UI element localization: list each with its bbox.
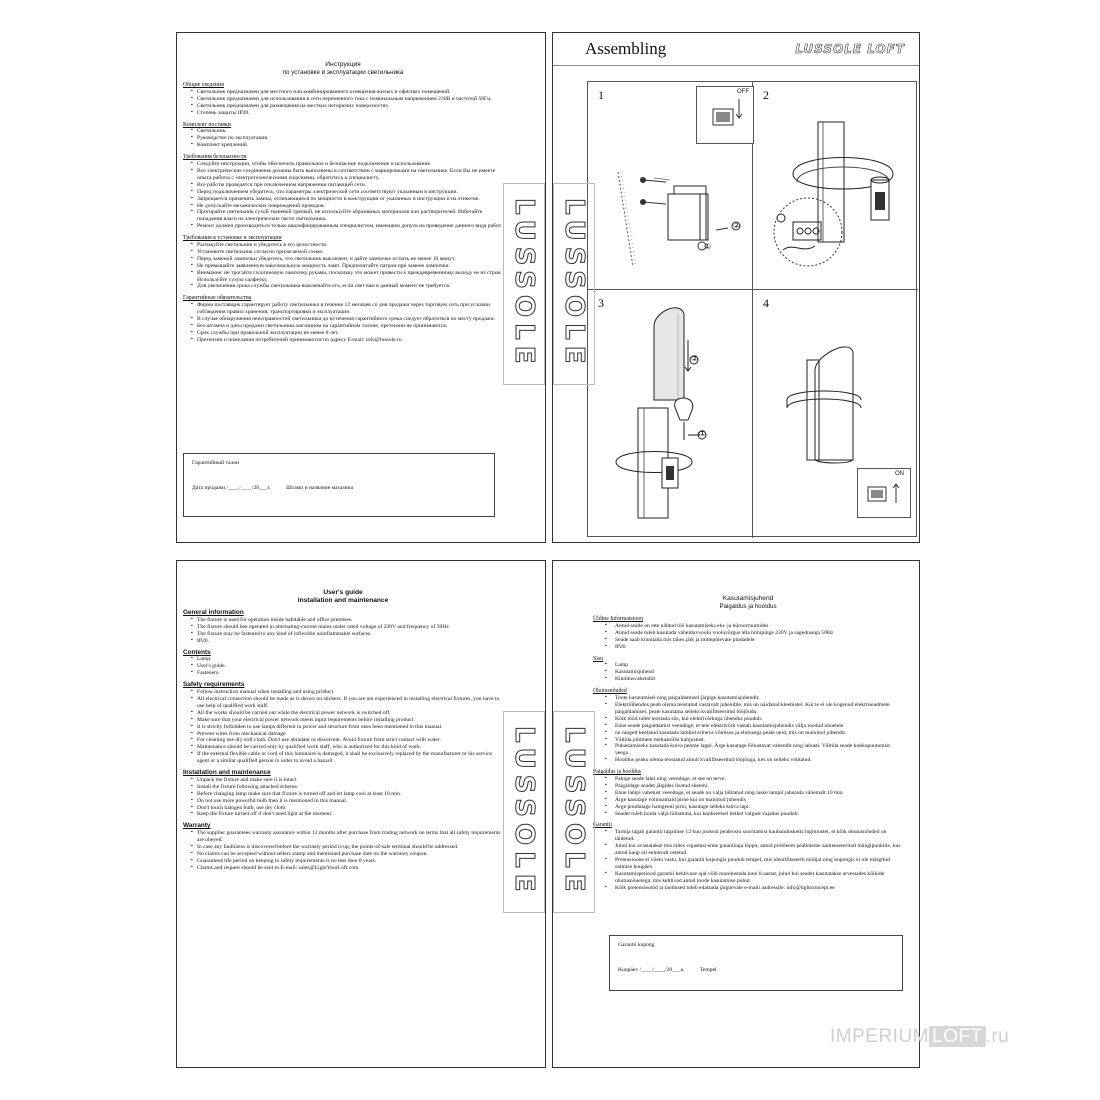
list-item: ▪ Enne lampi vahetust veenduge, et seade on välja lülitatud ning laske lampil jahutada vähemalt 10 min (601, 790, 903, 797)
list-item: ▪ Guaranteed life period on keeping to safety requirements is no less then 8 years. (191, 858, 503, 865)
watermark-prefix: IMPERIUM (830, 1026, 929, 1047)
callout-1-step1: ① (704, 242, 712, 251)
list-item: ▪ Для увеличения срока службы светильника выключайте его, если свет вам в данный момент не требуется. (191, 283, 503, 290)
list-item: ▪ Протирайте светильник сухой тканевой тряпкой, не используйте абразивных материалов или растворителей. Избегайте попадания влаги на электрические части светильника. (191, 209, 503, 223)
list-item: ▪ Все работы проводятся при отключенном напряжении питающей сети. (191, 182, 503, 189)
list-item: ▪ Puhastamiseks kasutada kuiva pehme lappi. Ärge kasutage lõhustavat vahendit ning lahusti. Vältida seade kokkupuutumist veega . (601, 743, 903, 757)
list-item: ▪ Без штампа и даты продажи светильника магазином на гарантийном талоне, претензии не принимаются. (191, 323, 503, 330)
list-item: ▪ Не допускайте механических повреждений проводов. (191, 203, 503, 210)
et-content (593, 595, 903, 892)
ru-subtitle: по установке и эксплуатации светильника (282, 69, 404, 76)
list-item: ▪ In case any faultiness is discovered before the warranty period is up, the points-of-sale terminal should be addressed. (191, 844, 503, 851)
list-item: ▪ Установите светильник согласно прилагаемой схеме. (191, 249, 503, 256)
list-item: ▪ All the works should be carried out while the electrical power network is switched off. (191, 710, 503, 717)
list-item: ▪ Pakige seade lahti ning veenduge, et see on terve. (601, 776, 903, 783)
step-4-cell (753, 290, 918, 538)
en-content (183, 589, 503, 872)
ru-content (183, 61, 503, 344)
et-section-heading: Sisu (593, 655, 603, 662)
et-section-list (593, 623, 903, 651)
brand-logo: LUSSOLE LOFT (795, 42, 905, 56)
list-item: ▪ Ремонт должен производиться только квалифицированным специалистом, имеющим допуск на проведение данного вида работ. (191, 223, 503, 230)
list-item: ▪ Запрещается применять лампы, отличающиеся по мощности и конструкции от указанных в инструкции и на этикетке. (191, 196, 503, 203)
russian-instructions-page (176, 32, 546, 543)
watermark-highlight: LOFT (929, 1026, 986, 1047)
step-3-number: 3 (598, 296, 604, 310)
list-item: ▪ Make sure that your electrical power network meets input requirements before installing product. (191, 717, 503, 724)
step-1-number: 1 (598, 88, 604, 102)
list-item: ▪ Не превышайте заявленную максимальную мощность ламп. Предпочитайте патрон при замене лампочки. (191, 263, 503, 270)
list-item: ▪ Don't touch halogen bulb, use dry cloth. (191, 805, 503, 812)
list-item: ▪ All electrical connection should be made as it shown on stickers. If you are not experienced in installing electrical fixtures, you have to use help of qualified work staff. (191, 696, 503, 710)
list-item: ▪ Juhul kui avastatakse mis tahes vigastusi enne garantiiaja lõppu, antud probleem peaboleme aadressereritud müügipunktile, kus antud kaup oli eelnevalt ostetud. (601, 843, 903, 857)
assembling-page (552, 32, 920, 543)
list-item: ▪ IP20 (601, 644, 903, 651)
et-title: Kasutamisjuhend (722, 595, 774, 602)
step-4-number: 4 (763, 296, 769, 310)
lussole-logo-vertical-2: LUSSOLE (553, 183, 595, 385)
list-item: ▪ Внимание: не трогайте галогеновую лампочку руками, поскольку это может привести к преждевременному выходу ее из строя. Используйте сухую салфетку. (191, 270, 503, 284)
assembling-title: Assembling (585, 39, 667, 58)
en-section-list (183, 830, 503, 871)
callout-2-step1: ② (733, 221, 741, 230)
ru-section-list (183, 302, 503, 343)
et-section-heading: Paigaldus ja hooldus (593, 769, 641, 776)
ru-section-heading: Гарантийные обязательства (183, 295, 252, 302)
list-item: ▪ No claims can be accepted without sellers stamp and mentioned purchase date on the warranty coupon. (191, 851, 503, 858)
list-item: ▪ Toote kasutamisel ning paigaldamisel järgige kasutamisjuhendit. (601, 695, 903, 702)
en-subtitle: Installation and maintenance (297, 597, 389, 604)
et-section-list (593, 695, 903, 764)
assembly-step-grid (587, 81, 917, 537)
list-item: ▪ Enne seade paigaldamist veenduge, et teie elektrivõrk vastab kasutamisjuhendis välja toodud nõuetele (601, 723, 903, 730)
list-item: ▪ The fixture may be fastened to any kind of inflexible uninflammable surfaces. (191, 631, 503, 638)
on-switch-badge (857, 468, 911, 518)
ru-section-heading: Требования безопасности (183, 154, 247, 161)
list-item: ▪ Светильник предназначен для местного или комбинированного освещения жилых и офисных помещений. (191, 89, 503, 96)
list-item: ▪ The supplier guarantees warranty assurance within 12 months after purchase from trading network on terms that all safety requirements are obeyed. (191, 830, 503, 844)
list-item: ▪ Ärge kasutage võimsamaid pirne kui on mainitud juhendis (601, 797, 903, 804)
et-sections (593, 616, 903, 892)
en-section-list (183, 689, 503, 765)
et-section-heading: Ohutusnõuded (593, 688, 627, 695)
list-item: ▪ Maintenance should be carried only by qualified work staff, who is authorized for this kind of work. (191, 744, 503, 751)
step-2-number: 2 (763, 88, 769, 102)
on-label: ON (895, 471, 904, 477)
list-item: ▪ Claims and request should be sent to E-mail: sales@LightYourLoft.com (191, 865, 503, 872)
step-1-diagram (588, 82, 753, 290)
list-item: ▪ Фирма поставщик гарантирует работу светильника в течение 12 месяцев со дня продажи через торговую сеть при условии соблюдения правил хранения, транспортировки и эксплуатации. (191, 302, 503, 316)
en-title: User's guide (323, 589, 363, 596)
en-section-list (183, 617, 503, 645)
list-item: ▪ Seade saab kinnitada mis tahes jäik ja mittepõlevate pindadele (601, 637, 903, 644)
list-item: ▪ Unpack the fixture and make sure it is intact. (191, 777, 503, 784)
list-item: ▪ Fasteners. (191, 670, 503, 677)
en-section-list (183, 777, 503, 818)
ru-section-list (183, 89, 503, 117)
list-item: ▪ Antud seade tuleb kasutada vahelduvvoolu vooluvõrgus alla nimipinge 230V ja sagedusega 50Hz (601, 630, 903, 637)
list-item: ▪ Tarnija tagab garantii tagamise 12 kuu jooksul pealeostu sooritamist kaubandusketis/ingimustel, et kõik ohutusnõuded on täidetud. (601, 829, 903, 843)
list-item: ▪ Pretensioone ei võeta vastu, kui garantii kupongis puudub tempel, mis identifitseerib müüjat ning kupongis ei ole märgitud ostmise kuupäev. (601, 857, 903, 871)
list-item: ▪ Руководство по эксплуатации. (191, 135, 503, 142)
list-item: ▪ Kõik pretensioonid ja taotlused tuleb edastada järgnevale e-maili aadressile: info@lightconcept.ee (601, 885, 903, 892)
et-coupon-date: Kuupäev /____/____/20___a. (618, 967, 685, 973)
list-item: ▪ Следуйте инструкции, чтобы обеспечить правильное и безопасное подключение и использование. (191, 161, 503, 168)
list-item: ▪ The fixture should bee operated in alternating-current mains under rated voltage of 230V and frequency of 50Hz (191, 624, 503, 631)
ru-title: Инструкция (325, 61, 361, 68)
ru-coupon-date: Дата продажи /____/____/20___г. (192, 485, 271, 491)
en-section-heading: Contents (183, 648, 211, 656)
ru-coupon-title: Гарантийный талон (192, 460, 240, 466)
list-item: ▪ IP20. (191, 638, 503, 645)
et-coupon-stamp: Tempel (699, 967, 717, 973)
list-item: ▪ Kõik tööd tuleb teostada siis, kui elektrivõrkuga ühendus puudub. (601, 716, 903, 723)
step-2-cell (753, 82, 918, 290)
imperium-loft-watermark (830, 1026, 1009, 1048)
en-section-list (183, 656, 503, 677)
list-item: ▪ Before changing lamp make sure that fixture is turned off and let lamp cool at least 10 min. (191, 791, 503, 798)
assembling-header (553, 33, 919, 66)
list-item: ▪ Seadet tuleb hoida välja lülitatuna, kui konkreetsel hetkel valgust vajadus puudub. (601, 811, 903, 818)
callout-1-step3: ① (699, 429, 707, 438)
et-subtitle: Paigaldus ja hooldus (719, 603, 777, 610)
list-item: ▪ Follow instruction manual when installing and using product. (191, 689, 503, 696)
en-section-heading: General information (183, 609, 244, 616)
list-item: ▪ Hooldus peaks olema teostatud ainult kvalifitseeritud tööjõuga, kes on selleks volitatud. (601, 757, 903, 764)
list-item: ▪ The fixture is used for operation inside habitable and office premises. (191, 617, 503, 624)
ru-section-list (183, 242, 503, 290)
en-section-heading: Installation and maintenance (183, 769, 271, 777)
watermark-suffix: .ru (985, 1026, 1010, 1047)
estonian-guide-page (552, 560, 920, 1068)
list-item: ▪ Распакуйте светильник и убедитесь в его целостности. (191, 242, 503, 249)
list-item: ▪ Претензии и пожелания потребителей принимаются по адресу E-mail: info@lussole.ru (191, 337, 503, 344)
ru-section-heading: Общие сведения (183, 82, 224, 88)
list-item: ▪ Kinnitusvahendid (601, 676, 903, 683)
switch-on-icon (858, 469, 910, 517)
lussole-logo-vertical: LUSSOLE (503, 183, 545, 385)
list-item: ▪ It is strictly forbidden to use lamps different in power and structure from ones been mentioned in this manual. (191, 724, 503, 731)
step-3-cell (588, 290, 753, 538)
list-item: ▪ Kasutamisperiood garantii kehtivuse ajal võib moodustada kuni 8 aastat, juhul kui seadet kasutatakse arvestades kõikide ohutusnõuetega, mis kehtivad antud toode kasutamise puhul. (601, 871, 903, 885)
list-item: ▪ If the external flexible cable or cord of this luminaire is damaged, it shall be exclusively replaced by the manufacturer or his service agent or a similar qualified person in order to avoid a hazard (191, 751, 503, 765)
ru-section-list (183, 161, 503, 230)
step-3-diagram (588, 290, 753, 538)
list-item: ▪ Paigaldage seadet jälgides lisatud skeemi. (601, 783, 903, 790)
lussole-logo-vertical-4: LUSSOLE (553, 711, 595, 913)
list-item: ▪ Antud seade on ette nähtud töö kasutamiseks elu- ja büroorruumides (601, 623, 903, 630)
english-guide-page (176, 560, 546, 1068)
list-item: ▪ Install the fixture following attached scheme. (191, 784, 503, 791)
en-sections (183, 610, 503, 872)
off-label: OFF (737, 89, 749, 95)
et-coupon-title: Garantii kupong (618, 942, 655, 948)
list-item: ▪ Lamp. (191, 656, 503, 663)
et-section-heading: Üldine Informatsioon (593, 616, 644, 622)
list-item: ▪ Lamp (601, 662, 903, 669)
callout-2-step3: ② (691, 354, 699, 363)
list-item: ▪ Все электрические соединения должны быть выполнены в соответствии с маркировками на светильнике. Если Вы не имеете опыта работы с электротехническими изделиями, обратитесь к специалисту. (191, 168, 503, 182)
list-item: ▪ Степень защиты IP20. (191, 110, 503, 117)
et-warranty-coupon (609, 935, 903, 991)
et-section-list (593, 662, 903, 683)
et-section-list (593, 776, 903, 817)
list-item: ▪ Светильник. (191, 128, 503, 135)
list-item: ▪ Do not use more powerful bulb then it is mentioned in this manual. (191, 798, 503, 805)
list-item: ▪ Vältida juhtmete mehaanilist kahjustust. (601, 737, 903, 744)
list-item: ▪ Ärge puudutage halogeeni pirni, kasutage selleks kuiva lapi. (601, 804, 903, 811)
en-section-heading: Warranty (183, 822, 211, 830)
ru-section-heading: Требования к установке и эксплуатации (183, 235, 282, 242)
en-section-heading: Safety requirements (183, 681, 245, 689)
list-item: ▪ Светильник предназначен для использования в сети переменного тока с номинальным напряжением 230В и частотой 50Гц. (191, 96, 503, 103)
list-item: ▪ For cleaning use dry soft cloth. Don't use abradant or dissolvent. Avoid fixture from strict contact with water. (191, 737, 503, 744)
ru-section-list (183, 128, 503, 149)
list-item: ▪ Перед заменой лампочки убедитесь, что светильник выключен, и дайте лампочке остыть не менее 10 минут. (191, 256, 503, 263)
list-item: ▪ on rangelt keelatud kasutada lambid erineva võimsus ja ehitusega peale neid, mis on mainitud juhendis (601, 730, 903, 737)
et-section-heading: Garantii (593, 822, 612, 829)
step-1-cell (588, 82, 753, 290)
list-item: ▪ Kasutamisjuhend (601, 669, 903, 676)
list-item: ▪ Prevent wires from mechanical damage. (191, 731, 503, 738)
list-item: ▪ User's guide. (191, 663, 503, 670)
et-section-list (593, 829, 903, 891)
list-item: ▪ Комплект креплений. (191, 142, 503, 149)
ru-coupon-stamp: Штамп и название магазина (286, 485, 354, 491)
list-item: ▪ Срок службы при правильной эксплуатации не менее 8 лет. (191, 330, 503, 337)
step-2-diagram (753, 82, 918, 290)
list-item: ▪ Перед подключением убедитесь, что параметры электрической сети соответствуют указанным в инструкции. (191, 189, 503, 196)
ru-section-heading: Комплект поставки (183, 121, 231, 128)
ru-warranty-coupon (183, 453, 495, 517)
ru-sections (183, 82, 503, 344)
list-item: ▪ В случае обнаружения неисправностей светильника до истечения гарантийного срока следует обратиться по месту продажи. (191, 316, 503, 323)
list-item: ▪ Elektriühendus peab olema teostatud vastavalt juhendile, mis on näidatud kleebistel. Kui te ei ole kogenud elektriseadmete paigaldamisel, peate kasutama selleks kvalifitseeritud tööjõudu. (601, 702, 903, 716)
list-item: ▪ Светильник предназначен для размещения на жестких негорючих поверхностях. (191, 103, 503, 110)
lussole-logo-vertical-3: LUSSOLE (503, 711, 545, 913)
list-item: ▪ Keep the fixture turned off if don't need light at the moment. (191, 811, 503, 818)
